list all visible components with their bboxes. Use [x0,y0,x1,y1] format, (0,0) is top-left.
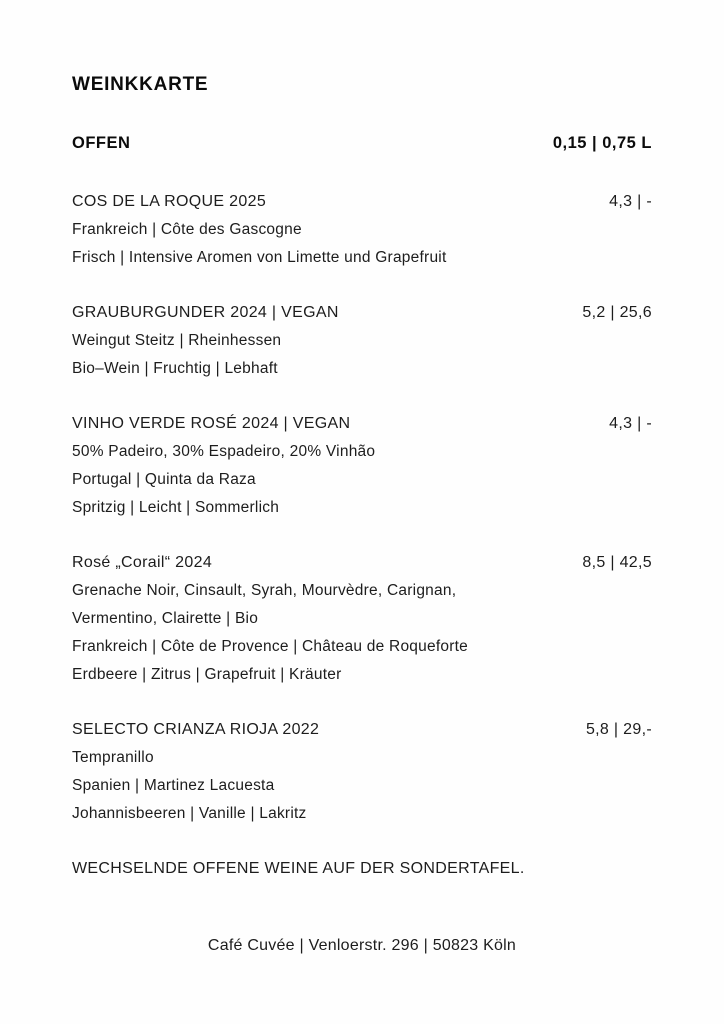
wine-detail-line: Spritzig | Leicht | Sommerlich [72,499,280,516]
wine-header [72,716,652,744]
wine-detail-line: Frisch | Intensive Aromen von Limette und Grapefruit [72,249,447,266]
wine-entry [72,188,652,272]
wine-detail-line: Frankreich | Côte des Gascogne [72,221,302,238]
section-label: OFFEN [72,134,131,152]
wine-name: VINHO VERDE ROSÉ 2024 | VEGAN [72,415,351,432]
wine-detail-line: Bio–Wein | Fruchtig | Lebhaft [72,360,278,377]
wine-list [72,188,652,828]
wine-detail-line: Tempranillo [72,749,154,766]
wine-header [72,410,652,438]
wine-header [72,299,652,327]
section-sizes-label: 0,15 | 0,75 L [552,134,652,152]
wine-details [72,744,652,828]
wine-detail-line: Spanien | Martinez Lacuesta [72,777,275,794]
wine-name: COS DE LA ROQUE 2025 [72,193,267,210]
wine-entry [72,716,652,828]
wine-detail-line: Johannisbeeren | Vanille | Lakritz [72,805,307,822]
wine-detail-line: Weingut Steitz | Rheinhessen [72,332,282,349]
wine-name: Rosé „Corail“ 2024 [72,554,213,571]
wine-details [72,216,652,272]
wine-price: 4,3 | - [609,415,652,432]
wine-details [72,438,652,522]
wine-details [72,577,652,689]
wine-header [72,549,652,577]
wine-price: 5,2 | 25,6 [582,304,652,321]
wine-entry [72,299,652,383]
wine-name: GRAUBURGUNDER 2024 | VEGAN [72,304,339,321]
wine-details [72,327,652,383]
wine-detail-line: Frankreich | Côte de Provence | Château de Roqueforte [72,638,469,655]
wine-name: SELECTO CRIANZA RIOJA 2022 [72,721,320,738]
section-header [72,134,652,153]
wine-detail-line: Portugal | Quinta da Raza [72,471,256,488]
wine-price: 4,3 | - [609,193,652,210]
wine-price: 5,8 | 29,- [585,721,652,738]
wine-detail-line: Erdbeere | Zitrus | Grapefruit | Kräuter [72,666,342,683]
wine-detail-line: Grenache Noir, Cinsault, Syrah, Mourvèdre, Carignan, [72,582,457,599]
rotating-wines-notice: WECHSELNDE OFFENE WEINE AUF DER SONDERTAFEL. [72,860,525,877]
footer-address: Café Cuvée | Venloerstr. 296 | 50823 Köln [207,937,517,954]
page-title: WEINKKARTE [72,74,209,95]
wine-price: 8,5 | 42,5 [582,554,652,571]
wine-entry [72,549,652,689]
wine-header [72,188,652,216]
wine-detail-line: Vermentino, Clairette | Bio [72,610,259,627]
wine-entry [72,410,652,522]
wine-detail-line: 50% Padeiro, 30% Espadeiro, 20% Vinhão [72,443,376,460]
